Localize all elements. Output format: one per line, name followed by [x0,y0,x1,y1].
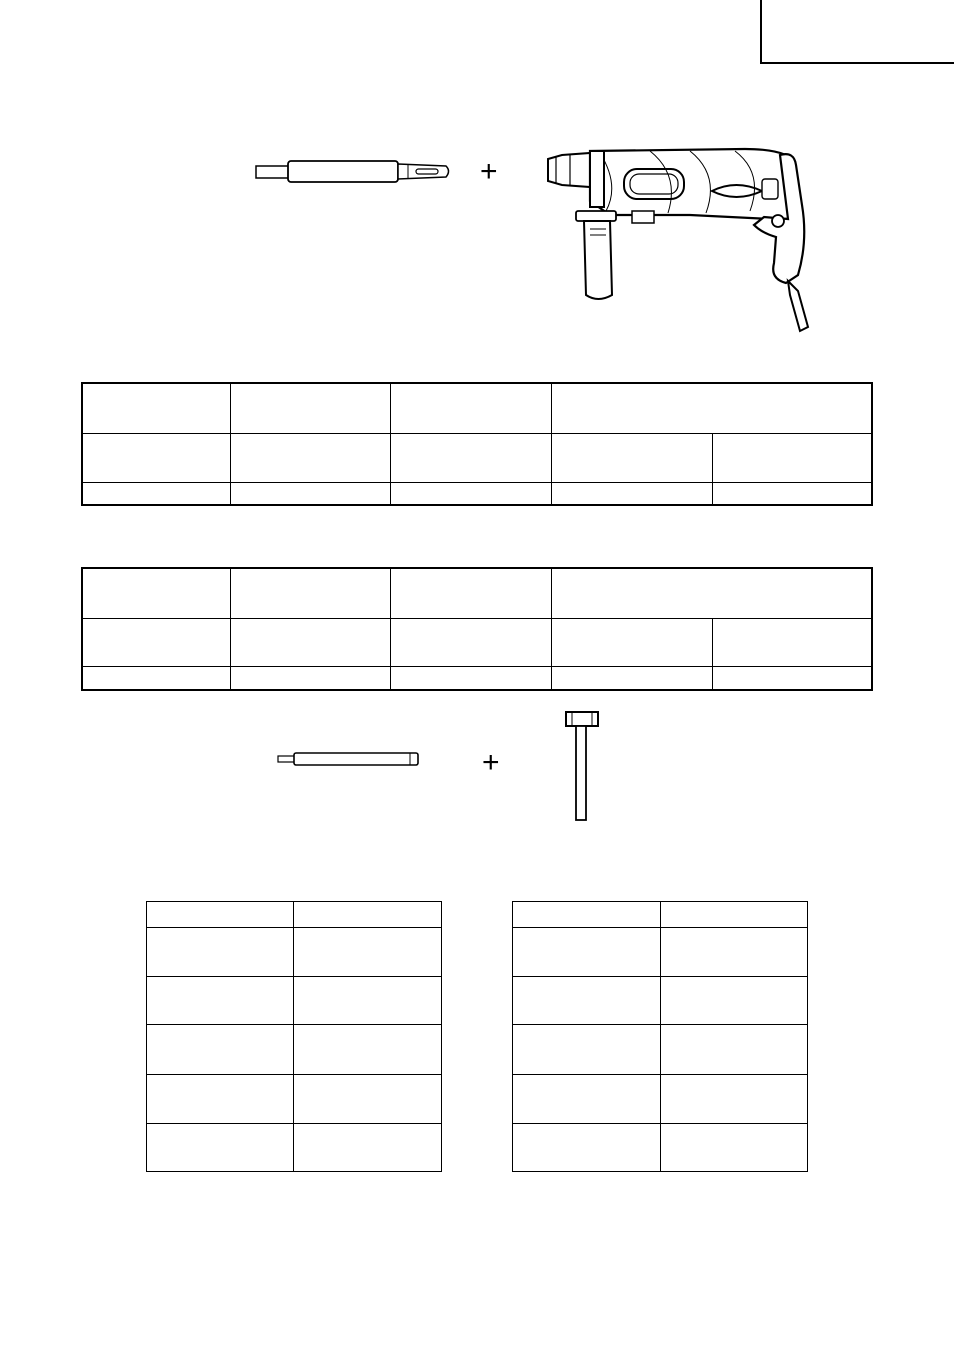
page-corner-box [760,0,954,64]
table-c-r2-c2 [294,928,442,977]
table-d-r5-c2 [661,1074,808,1123]
hammer-illustration [560,708,604,826]
table-c-r4-c2 [294,1025,442,1074]
table-b-r3-c2 [230,666,390,690]
spec-table-d [512,901,808,1172]
table-a-r1-c4 [551,383,872,433]
table-c-r6-c1 [147,1123,294,1171]
table-b-r2-c1 [82,618,230,666]
table-d-r3-c2 [661,977,808,1025]
table-c-r4-c1 [147,1025,294,1074]
table-a-r2-c5 [713,433,872,482]
anchor-setting-tool-illustration [274,750,424,770]
table-d-r1-c1 [513,902,661,928]
spec-table-c [146,901,442,1172]
table-d-r1-c2 [661,902,808,928]
table-b-r1-c3 [391,568,551,618]
table-a-r2-c1 [82,433,230,482]
table-c-r6-c2 [294,1123,442,1171]
table-a-r2-c4 [551,433,712,482]
spec-table-a [81,382,873,506]
table-a-r3-c2 [230,482,390,505]
plus-sign-top: + [480,155,498,188]
table-d-r4-c2 [661,1025,808,1074]
table-a-r2-c3 [391,433,551,482]
table-c-r2-c1 [147,928,294,977]
table-a-r3-c5 [713,482,872,505]
table-b-r2-c3 [391,618,551,666]
table-c-r5-c2 [294,1074,442,1123]
table-b-r2-c4 [551,618,712,666]
table-b-r1-c1 [82,568,230,618]
table-b-r1-c2 [230,568,390,618]
table-d-r2-c1 [513,928,661,977]
table-c-r3-c2 [294,977,442,1025]
table-a-r1-c2 [230,383,390,433]
table-b-r1-c4 [551,568,872,618]
table-b-r2-c2 [230,618,390,666]
adapter-bit-illustration [250,155,455,191]
table-d-r3-c1 [513,977,661,1025]
table-b-r3-c5 [713,666,872,690]
table-a-r3-c4 [551,482,712,505]
table-b-r2-c5 [713,618,872,666]
plus-sign-bottom: + [482,746,500,779]
table-a-r1-c1 [82,383,230,433]
table-d-r6-c1 [513,1123,661,1171]
table-b-r3-c4 [551,666,712,690]
table-c-r3-c1 [147,977,294,1025]
table-d-r5-c1 [513,1074,661,1123]
table-b-r3-c1 [82,666,230,690]
table-a-r3-c1 [82,482,230,505]
table-d-r4-c1 [513,1025,661,1074]
table-c-r1-c2 [294,902,442,928]
table-c-r5-c1 [147,1074,294,1123]
table-b-r3-c3 [391,666,551,690]
table-c-r1-c1 [147,902,294,928]
table-d-r2-c2 [661,928,808,977]
table-a-r1-c3 [391,383,551,433]
table-a-r2-c2 [230,433,390,482]
spec-table-b [81,567,873,691]
rotary-hammer-drill-illustration [540,145,815,335]
table-d-r6-c2 [661,1123,808,1171]
table-a-r3-c3 [391,482,551,505]
